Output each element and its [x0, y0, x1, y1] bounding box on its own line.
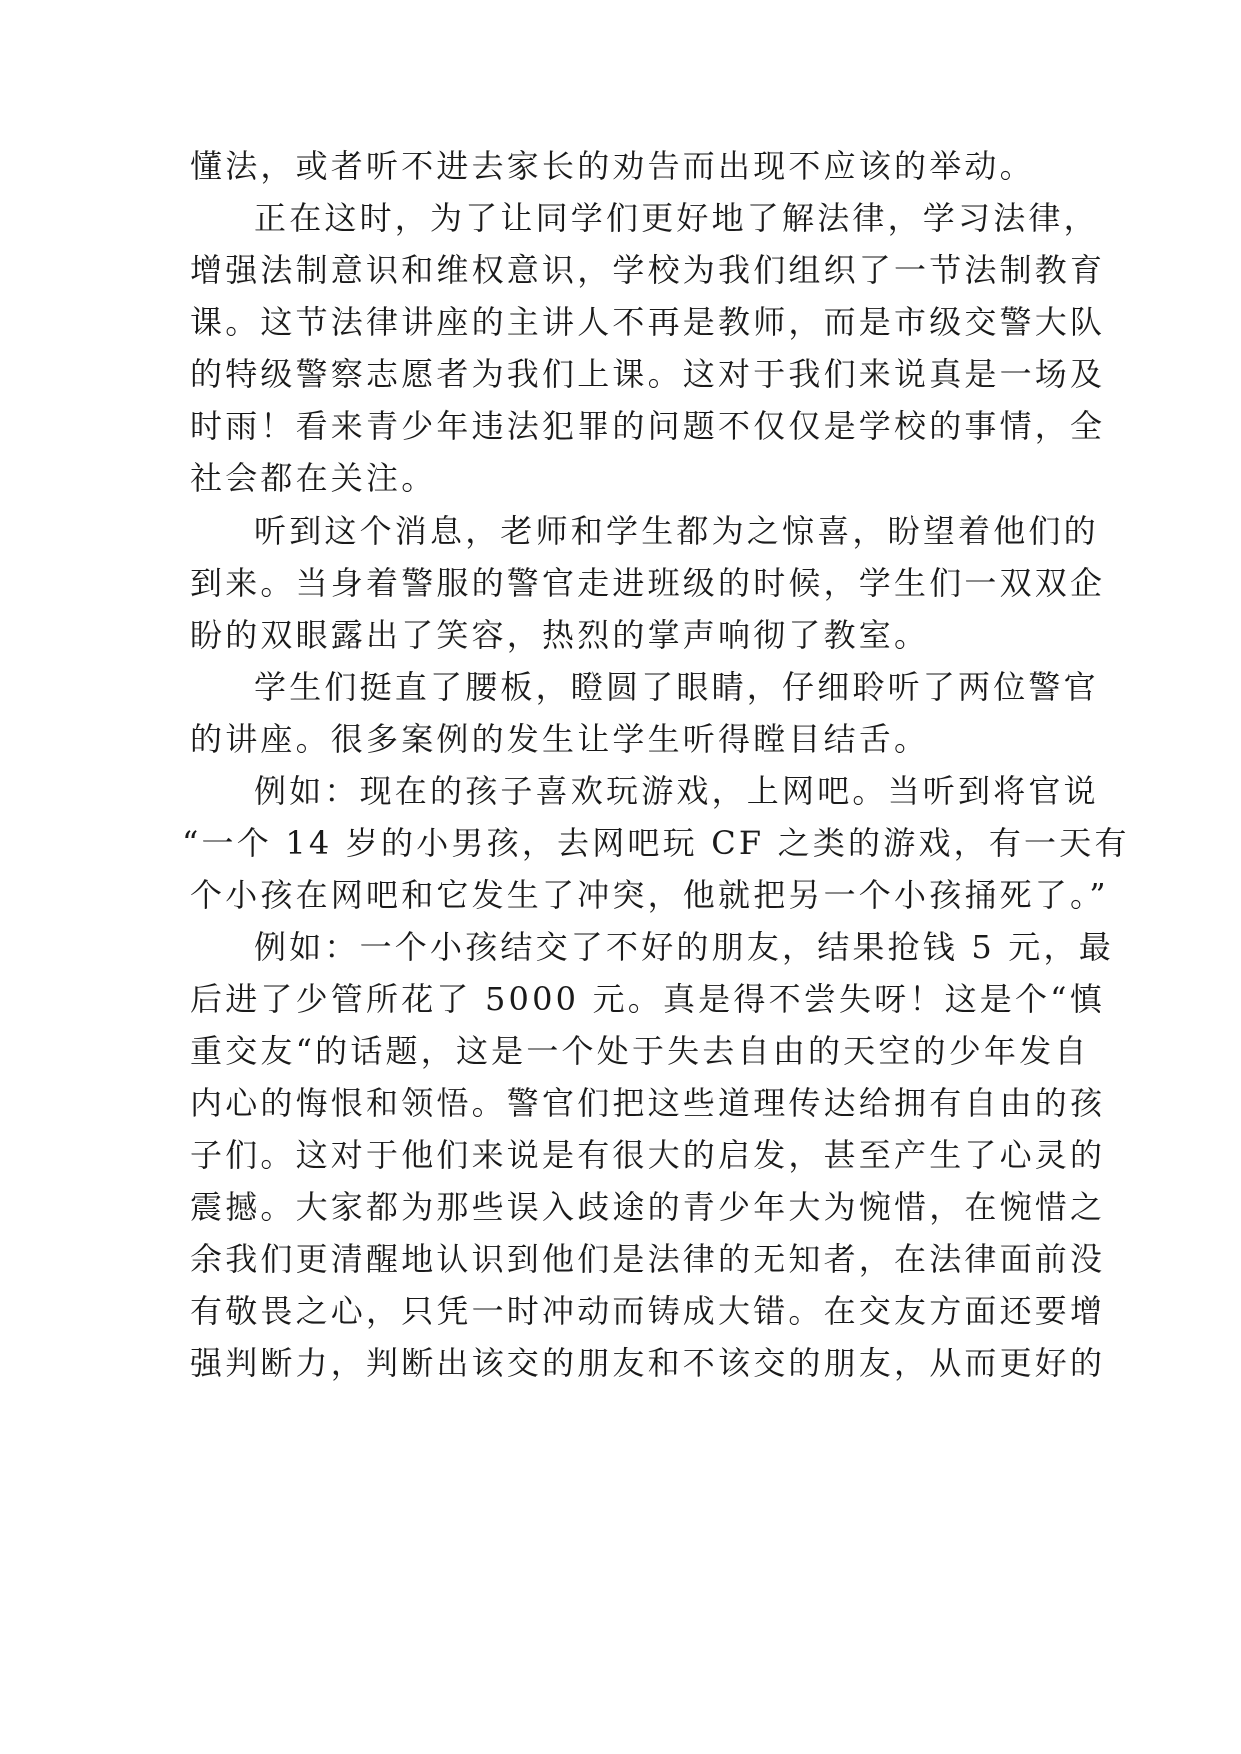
text-line: 内心的悔恨和领悟。警官们把这些道理传达给拥有自由的孩 [190, 1084, 1106, 1122]
text-line: 个小孩在网吧和它发生了冲突，他就把另一个小孩捅死了。” [190, 876, 1109, 914]
paragraph-start-line: 例如：一个小孩结交了不好的朋友，结果抢钱 5 元，最 [254, 928, 1114, 966]
text-line: 懂法，或者听不进去家长的劝告而出现不应该的举动。 [190, 147, 1035, 185]
text-line: 课。这节法律讲座的主讲人不再是教师，而是市级交警大队 [190, 303, 1106, 341]
text-line: 盼的双眼露出了笑容，热烈的掌声响彻了教室。 [190, 616, 930, 654]
text-line: 重交友“的话题，这是一个处于失去自由的天空的少年发自 [190, 1032, 1090, 1070]
paragraph-start-line: 听到这个消息，老师和学生都为之惊喜，盼望着他们的 [254, 512, 1099, 550]
text-line: 的特级警察志愿者为我们上课。这对于我们来说真是一场及 [190, 355, 1106, 393]
text-line: 余我们更清醒地认识到他们是法律的无知者，在法律面前没 [190, 1240, 1106, 1278]
text-line: 震撼。大家都为那些误入歧途的青少年大为惋惜，在惋惜之 [190, 1188, 1106, 1226]
text-line: 社会都在关注。 [190, 459, 437, 497]
text-line: 有敬畏之心，只凭一时冲动而铸成大错。在交友方面还要增 [190, 1292, 1106, 1330]
text-line: 强判断力，判断出该交的朋友和不该交的朋友，从而更好的 [190, 1344, 1106, 1382]
paragraph-start-line: 例如：现在的孩子喜欢玩游戏，上网吧。当听到将官说 [254, 772, 1099, 810]
text-line: 子们。这对于他们来说是有很大的启发，甚至产生了心灵的 [190, 1136, 1106, 1174]
text-line: 增强法制意识和维权意识，学校为我们组织了一节法制教育 [190, 251, 1106, 289]
text-line: 的讲座。很多案例的发生让学生听得瞠目结舌。 [190, 720, 930, 758]
paragraph-start-line: 学生们挺直了腰板，瞪圆了眼睛，仔细聆听了两位警官 [254, 668, 1099, 706]
text-line: 后进了少管所花了 5000 元。真是得不尝失呀！这是个“慎 [190, 980, 1105, 1018]
text-line: “一个 14 岁的小男孩，去网吧玩 CF 之类的游戏，有一天有 [182, 824, 1130, 862]
paragraph-start-line: 正在这时，为了让同学们更好地了解法律，学习法律， [254, 199, 1099, 237]
text-line: 到来。当身着警服的警官走进班级的时候，学生们一双双企 [190, 564, 1106, 602]
text-line: 时雨！看来青少年违法犯罪的问题不仅仅是学校的事情，全 [190, 407, 1106, 445]
